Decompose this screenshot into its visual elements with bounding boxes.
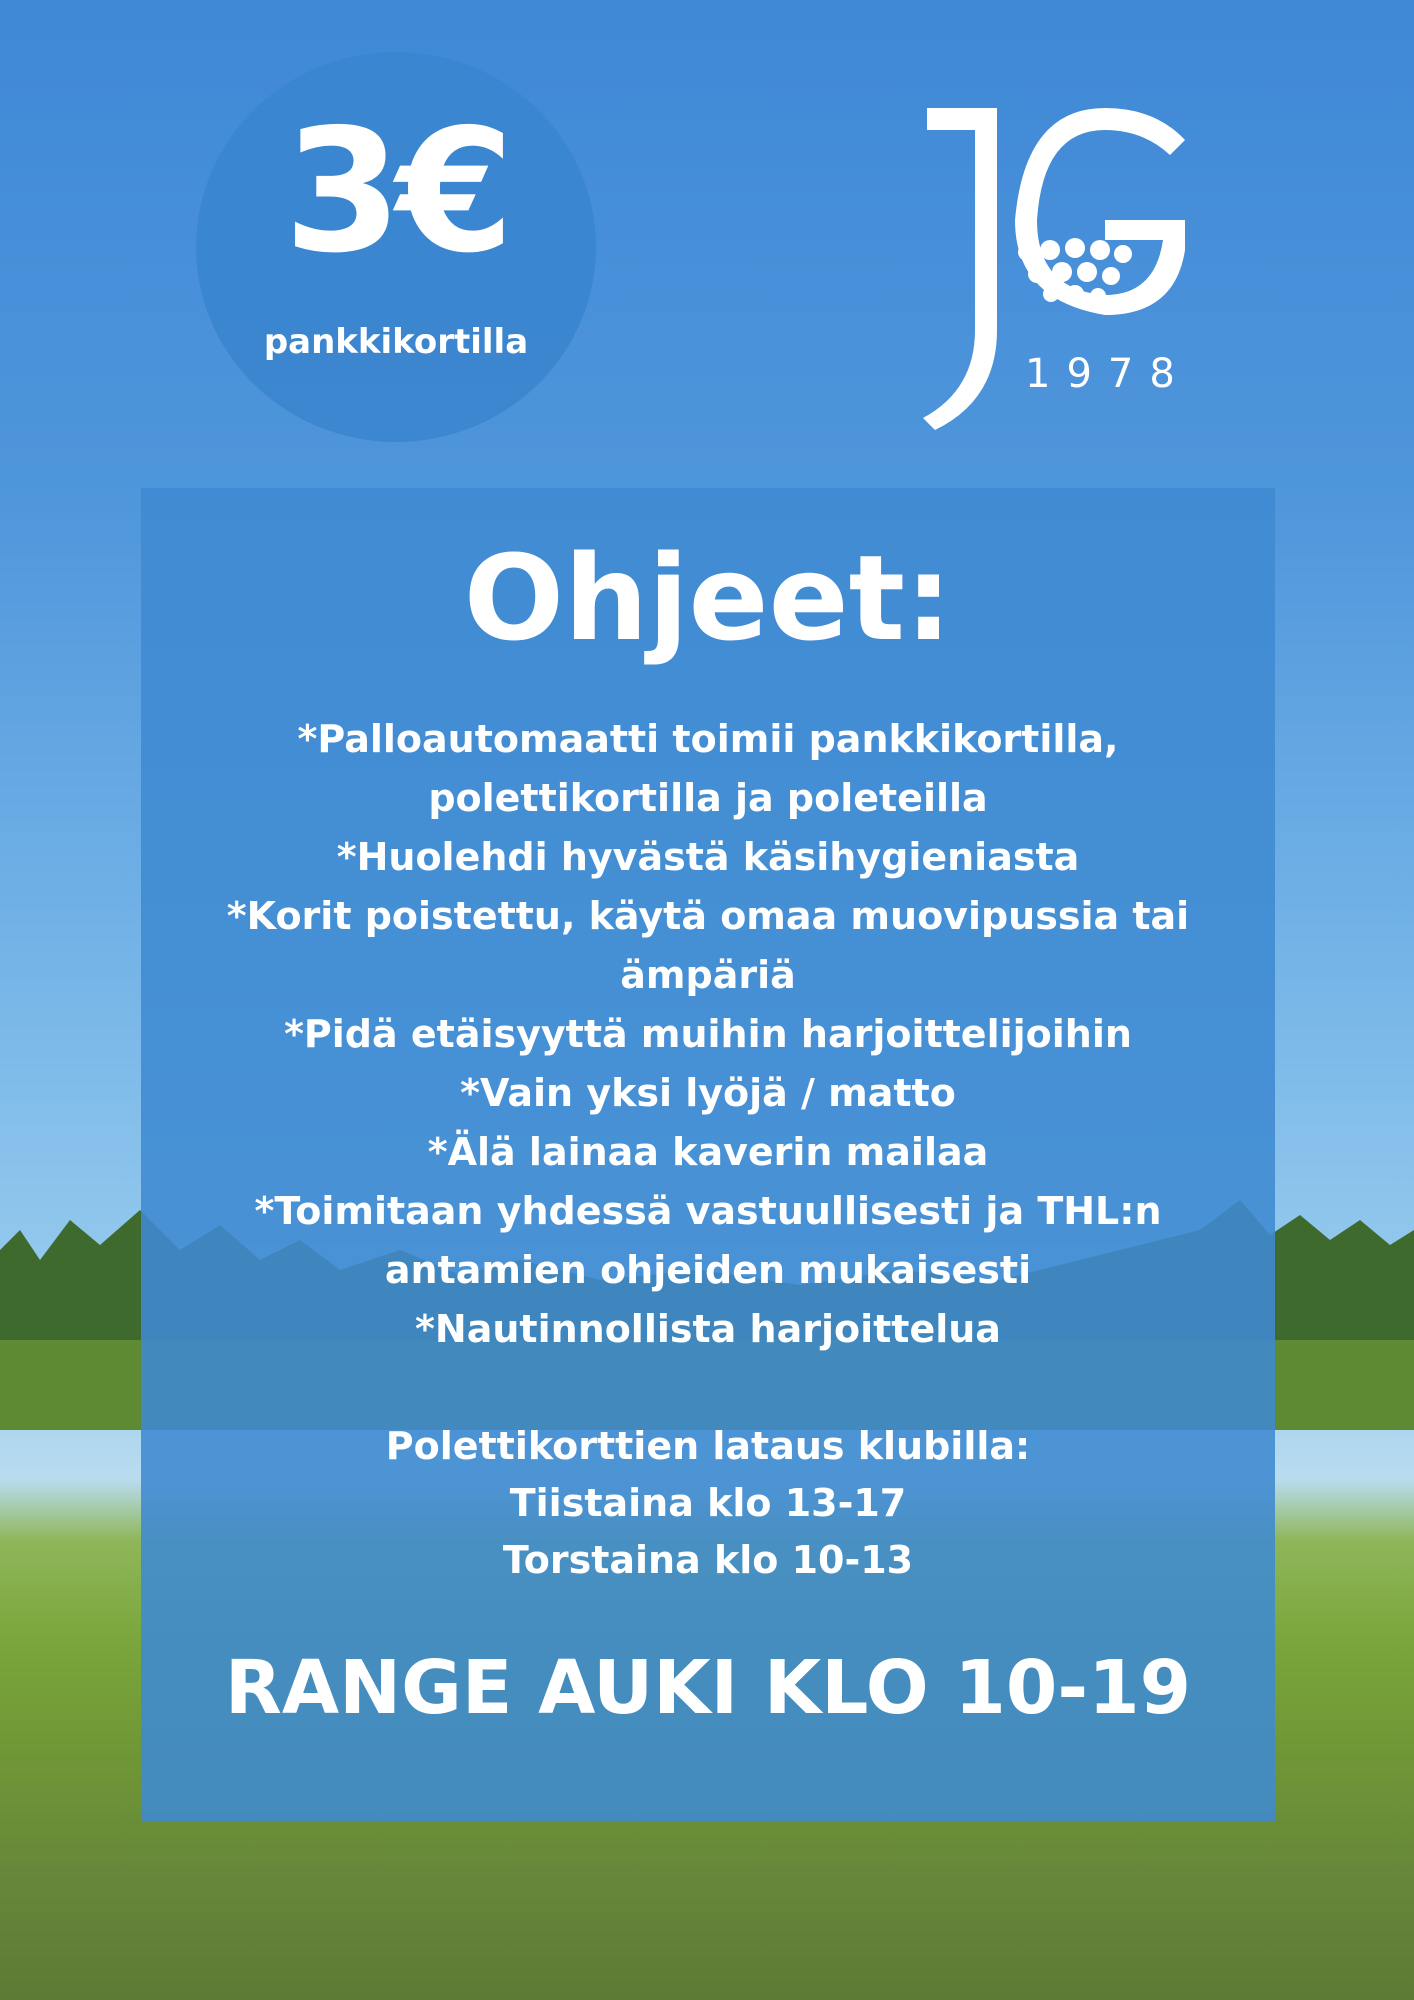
rule-item: *Pidä etäisyyttä muihin harjoittelijoihin [284, 1012, 1132, 1056]
card-loading-info [181, 1418, 1235, 1589]
loading-time-tuesday: Tiistaina klo 13-17 [509, 1481, 907, 1525]
price-amount: 3€ [283, 93, 509, 291]
logo-year: 1978 [1025, 351, 1191, 397]
price-payment-note: pankkikortilla [263, 322, 529, 362]
rule-item: *Huolehdi hyvästä käsihygieniasta [336, 835, 1080, 879]
logo-j-letter [923, 108, 997, 430]
logo-g-letter [1015, 108, 1185, 315]
rule-item: *Toimitaan yhdessä vastuullisesti ja THL:n antamien ohjeiden mukaisesti [254, 1189, 1162, 1292]
rule-item: *Korit poistettu, käytä omaa muovipussia tai ämpäriä [226, 894, 1190, 997]
loading-heading: Polettikorttien lataus klubilla: [385, 1424, 1031, 1468]
rule-item: *Palloautomaatti toimii pankkikortilla, polettikortilla ja poleteilla [297, 717, 1119, 820]
rule-item: *Vain yksi lyöjä / matto [460, 1071, 956, 1115]
range-opening-hours: RANGE AUKI KLO 10-19 [224, 1645, 1192, 1731]
rule-item: *Nautinnollista harjoittelua [415, 1307, 1001, 1351]
panel-title: Ohjeet: [463, 529, 953, 667]
loading-time-thursday: Torstaina klo 10-13 [502, 1538, 914, 1582]
rules-list [181, 710, 1235, 1359]
rule-item: *Älä lainaa kaverin mailaa [427, 1130, 989, 1174]
instructions-panel [141, 488, 1275, 1822]
